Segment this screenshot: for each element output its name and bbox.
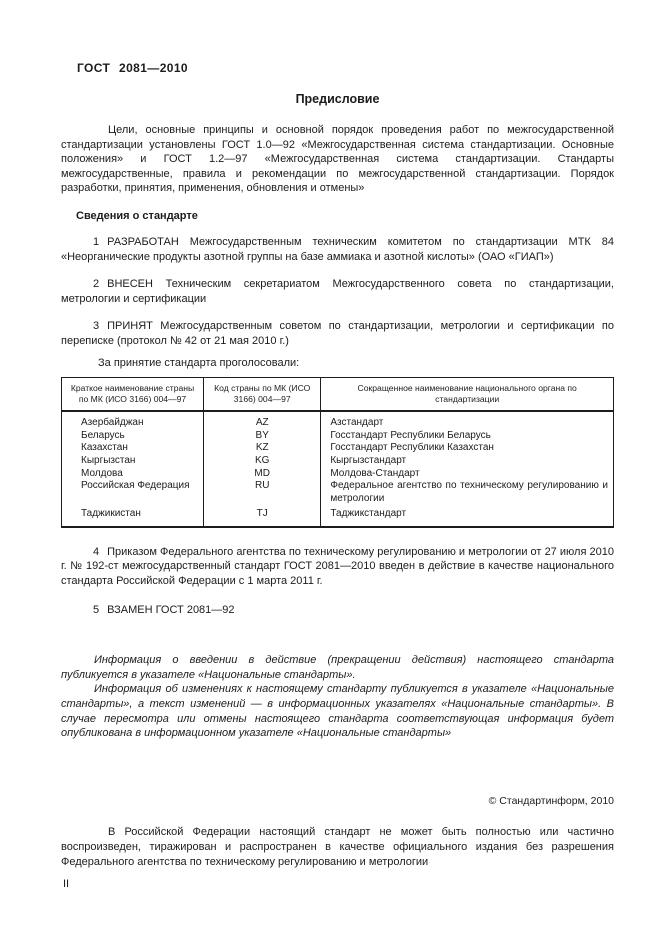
table-row [62,442,614,455]
page-number: II [63,878,70,891]
voting-table-header [62,378,614,412]
table-row [62,480,614,505]
table-header-code: Код страны по МК (ИСО 3166) 004—97 [204,378,321,412]
cell-org: Таджикстандарт [321,505,614,527]
cell-country: Молдова [62,468,204,481]
table-header-org: Сокращенное наименование национального органа по стандартизации [321,378,614,412]
section-5 [61,603,614,618]
publication-note-2: Информация об изменениях к настоящему стандарту публикуется в указателе «Национальные стандарты», а текст изменений — в информационных указателях «Национальные стандарты». В случае пересмотра или отмены настоящего стандарта соответствующая информация будет опубликована в информационном указателе «Национальные стандарты» [61,683,614,740]
cell-country: Кыргызстан [62,455,204,468]
standard-info-heading: Сведения о стандарте [76,209,198,222]
intro-paragraph: Цели, основные принципы и основной порядок проведения работ по межгосударственной стандартизации установлены ГОСТ 1.0—92 «Межгосударственная система стандартизации. Основные положения» и ГОСТ 1.2—97 «Межгосударственная система стандартизации. Стандарты межгосударственные, правила и рекомендации по межгосударственной стандартизации. Порядок разработки, принятия, применения, обновления и отмены» [61,124,614,195]
cell-country: Казахстан [62,442,204,455]
vote-lead: За принятие стандарта проголосовали: [98,356,300,369]
table-row [62,455,614,468]
table-row [62,468,614,481]
section-5-number: 5 [93,603,100,616]
table-row [62,505,614,527]
section-4 [61,545,614,589]
section-1-text: РАЗРАБОТАН Межгосударственным техническим комитетом по стандартизации МТК 84 «Неорганические продукты азотной группы на базе аммиака и азотной кислоты» (ОАО «ГИАП») [61,235,614,263]
cell-code: KZ [204,442,321,455]
doc-code: ГОСТ 2081—2010 [77,61,189,75]
section-2-number: 2 [93,278,100,291]
cell-org: Госстандарт Республики Беларусь [321,430,614,443]
section-1-number: 1 [93,235,100,248]
cell-code: MD [204,468,321,481]
cell-country: Российская Федерация [62,480,204,505]
voting-table [61,377,614,528]
cell-country: Таджикистан [62,505,204,527]
section-2 [61,277,614,306]
table-row [62,430,614,443]
cell-org: Молдова-Стандарт [321,468,614,481]
cell-code: KG [204,455,321,468]
reproduction-note: В Российской Федерации настоящий стандарт не может быть полностью или частично воспроизведен, тиражирован и распространен в качестве официального издания без разрешения Федерального агентства по техническому регулированию и метрологии [61,826,614,868]
cell-org: Госстандарт Республики Казахстан [321,442,614,455]
publication-note-1: Информация о введении в действие (прекращении действия) настоящего стандарта публикуется в указателе «Национальные стандарты». [61,654,614,681]
cell-code: BY [204,430,321,443]
section-3-number: 3 [93,320,100,333]
section-3 [61,319,614,348]
copyright-line: © Стандартинформ, 2010 [488,794,614,807]
table-header-country: Краткое наименование страны по МК (ИСО 3166) 004—97 [62,378,204,412]
section-1 [61,235,614,264]
section-4-number: 4 [93,545,100,558]
section-2-text: ВНЕСЕН Техническим секретариатом Межгосударственного совета по стандартизации, метрологии и сертификации [61,278,614,305]
cell-code: TJ [204,505,321,527]
section-3-text: ПРИНЯТ Межгосударственным советом по стандартизации, метрологии и сертификации по переписке (протокол № 42 от 21 мая 2010 г.) [61,320,614,347]
cell-org: Азстандарт [321,411,614,430]
cell-country: Азербайджан [62,411,204,430]
cell-country: Беларусь [62,430,204,443]
page-title: Предисловие [295,92,380,106]
table-row [62,411,614,430]
cell-code: RU [204,480,321,505]
section-5-text: ВЗАМЕН ГОСТ 2081—92 [107,603,235,616]
cell-org: Федеральное агентство по техническому регулированию и метрологии [321,480,614,505]
publication-notes [61,653,614,741]
table-header-row [62,378,614,412]
cell-org: Кыргызстандарт [321,455,614,468]
cell-code: AZ [204,411,321,430]
section-4-text: Приказом Федерального агентства по техническому регулированию и метрологии от 27 июля 2010 г. № 192-ст межгосударственный стандарт ГОСТ 2081—2010 введен в действие в качестве национального стандарта Российской Федерации с 1 марта 2011 г. [61,545,614,588]
